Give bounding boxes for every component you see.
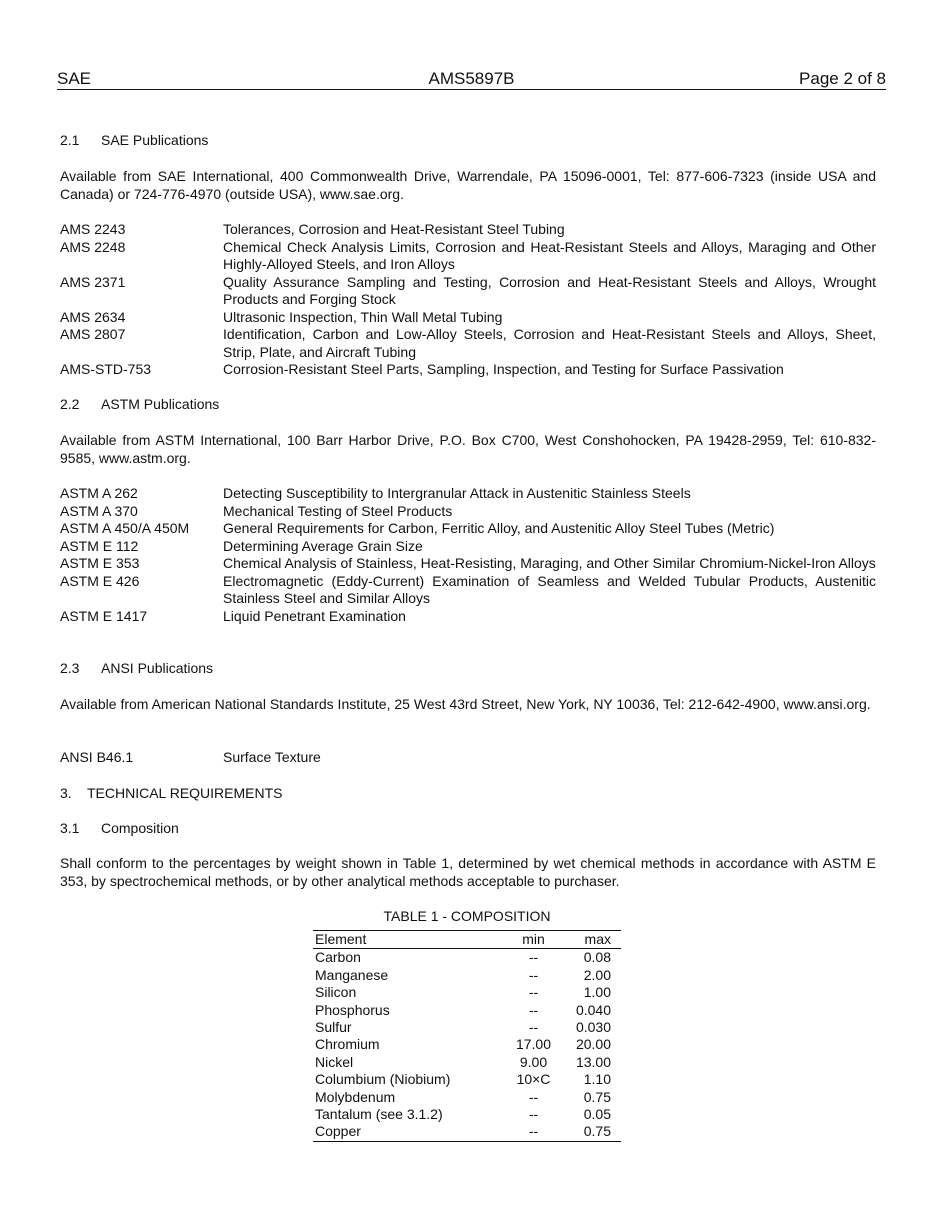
section-title: ANSI Publications <box>101 660 214 676</box>
ansi-reference-list <box>60 749 876 767</box>
table-row: Nickel 9.00 13.00 <box>315 1053 611 1070</box>
table-row: Carbon -- 0.08 <box>315 949 611 966</box>
table-caption: TABLE 1 - COMPOSITION <box>383 908 551 924</box>
table-row: Tantalum (see 3.1.2) -- 0.05 <box>315 1106 611 1123</box>
reference-item: ASTM E 1417 Liquid Penetrant Examination <box>60 607 406 624</box>
reference-item: AMS 2248 Chemical Check Analysis Limits, Corrosion and Heat-Resistant Steels and Alloys, Maraging and Other Highly-Alloyed Steels, and Iron Alloys <box>60 238 876 272</box>
reference-item: AMS-STD-753 Corrosion-Resistant Steel Parts, Sampling, Inspection, and Testing for Surface Passivation <box>60 361 784 377</box>
section-number: 3. <box>60 785 72 801</box>
header-doc-number: AMS5897B <box>428 69 515 88</box>
table-row: Columbium (Niobium) 10×C 1.10 <box>315 1071 611 1088</box>
section-2-2-text: Available from ASTM International, 100 Barr Harbor Drive, P.O. Box C700, West Conshohocken, PA 19428-2959, Tel: 610-832-9585, www.astm.org. <box>60 432 876 466</box>
reference-item: ASTM E 353 Chemical Analysis of Stainless, Heat-Resisting, Maraging, and Other Similar Chromium-Nickel-Iron Alloys <box>60 555 876 571</box>
table-row: Copper -- 0.75 <box>313 1123 621 1141</box>
section-2-3-text: Available from American National Standards Institute, 25 West 43rd Street, New York, NY 10036, Tel: 212-642-4900, www.ansi.org. <box>60 696 871 712</box>
table-row: Molybdenum -- 0.75 <box>315 1088 611 1105</box>
column-header-min: min <box>506 931 561 949</box>
astm-reference-list <box>60 485 876 625</box>
section-number: 2.1 <box>60 132 80 148</box>
reference-item: ASTM E 112 Determining Average Grain Size <box>60 537 423 554</box>
section-title: ASTM Publications <box>101 396 220 412</box>
reference-item: AMS 2243 Tolerances, Corrosion and Heat-Resistant Steel Tubing <box>60 221 565 237</box>
table-header-row <box>313 931 621 949</box>
table-row: Silicon -- 1.00 <box>315 984 611 1001</box>
section-title: Composition <box>101 820 179 836</box>
section-2-1-heading <box>60 132 208 150</box>
sae-reference-list <box>60 221 876 379</box>
reference-item: ASTM A 370 Mechanical Testing of Steel Products <box>60 502 453 519</box>
section-2-2-heading <box>60 396 219 414</box>
section-3-1-text: Shall conform to the percentages by weight shown in Table 1, determined by wet chemical methods in accordance with ASTM E 353, by spectrochemical methods, or by other analytical methods acceptable to purchaser. <box>60 855 876 889</box>
reference-item: ASTM A 450/A 450M General Requirements for Carbon, Ferritic Alloy, and Austenitic Alloy Steel Tubes (Metric) <box>60 520 775 536</box>
composition-table <box>313 930 621 1142</box>
section-title: TECHNICAL REQUIREMENTS <box>87 785 283 801</box>
section-title: SAE Publications <box>101 132 209 148</box>
header-org: SAE <box>57 69 92 88</box>
section-2-3-heading <box>60 660 213 678</box>
page-header <box>57 69 886 90</box>
section-number: 2.3 <box>60 660 80 676</box>
reference-item: AMS 2634 Ultrasonic Inspection, Thin Wall Metal Tubing <box>60 308 503 325</box>
reference-item: ANSI B46.1 Surface Texture <box>60 749 321 765</box>
section-2-1-text: Available from SAE International, 400 Commonwealth Drive, Warrendale, PA 15096-0001, Tel: 877-606-7323 (inside USA and Canada) or 724-776-4970 (outside USA), www.sae.org. <box>60 168 876 202</box>
reference-item: AMS 2807 Identification, Carbon and Low-Alloy Steels, Corrosion and Heat-Resistant Steels and Alloys, Sheet, Strip, Plate, and Aircraft Tubing <box>60 326 876 360</box>
column-header-element: Element <box>313 931 506 949</box>
section-3-heading <box>60 785 283 803</box>
table-row: Sulfur -- 0.030 <box>315 1019 611 1036</box>
column-header-max: max <box>561 931 621 949</box>
reference-item: AMS 2371 Quality Assurance Sampling and Testing, Corrosion and Heat-Resistant Steels and Alloys, Wrought Products and Forging Stock <box>60 273 876 307</box>
table-row: Manganese -- 2.00 <box>315 966 611 983</box>
reference-item: ASTM E 426 Electromagnetic (Eddy-Current) Examination of Seamless and Welded Tubular Products, Austenitic Stainless Steel and Similar Alloys <box>60 572 876 606</box>
table-row: Phosphorus -- 0.040 <box>315 1001 611 1018</box>
header-page-number: Page 2 of 8 <box>799 69 886 88</box>
table-row: Chromium 17.00 20.00 <box>315 1036 611 1053</box>
reference-item: ASTM A 262 Detecting Susceptibility to Intergranular Attack in Austenitic Stainless Steels <box>60 485 691 501</box>
section-3-1-heading <box>60 820 179 838</box>
section-number: 3.1 <box>60 820 80 836</box>
section-number: 2.2 <box>60 396 80 412</box>
